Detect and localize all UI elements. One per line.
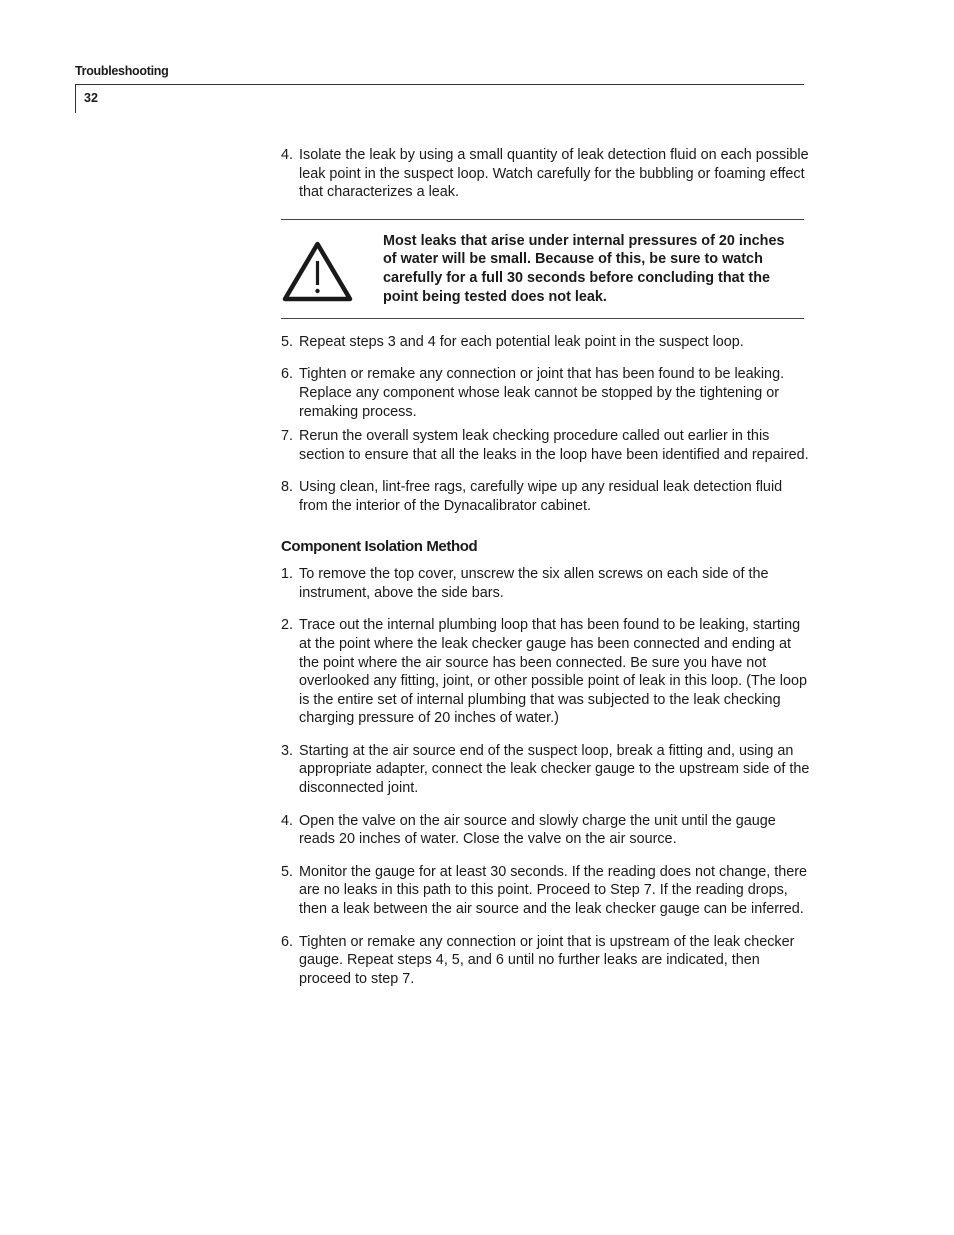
list-item xyxy=(281,933,811,989)
list-item-number: 5. xyxy=(281,333,294,350)
list-item-text: Open the valve on the air source and slowly charge the unit until the gauge reads 20 inches of water. Close the valve on the air source. xyxy=(299,812,776,848)
list-item xyxy=(281,478,811,515)
list-item-text: Starting at the air source end of the suspect loop, break a fitting and, using an appropriate adapter, connect the leak checker gauge to the upstream side of the disconnected joint. xyxy=(299,742,810,797)
list-item xyxy=(281,365,811,421)
list-item xyxy=(281,146,811,202)
list-item-number: 3. xyxy=(281,742,294,759)
list-item-number: 6. xyxy=(281,366,294,383)
list-item-number: 7. xyxy=(281,428,294,445)
warning-callout xyxy=(281,219,804,319)
list-item xyxy=(281,742,811,798)
list-item-text: Monitor the gauge for at least 30 seconds. If the reading does not change, there are no leaks in this path to this point. Proceed to Step 7. If the reading drops, then a leak between the air source and the leak checker gauge can be inferred. xyxy=(299,863,808,918)
list-item xyxy=(281,565,811,602)
page-number-rule xyxy=(75,84,76,113)
list-item xyxy=(281,333,811,352)
list-item-number: 1. xyxy=(281,566,294,583)
page-number: 32 xyxy=(84,91,98,105)
list-item-number: 8. xyxy=(281,479,294,496)
list-item-number: 4. xyxy=(281,147,294,163)
list-item-number: 4. xyxy=(281,812,294,829)
list-item-number: 5. xyxy=(281,863,294,880)
list-item-text: Isolate the leak by using a small quantity of leak detection fluid on each possible leak point in the suspect loop. Watch carefully for the bubbling or foaming effect that characterizes a leak. xyxy=(299,147,809,201)
list-item-text: Trace out the internal plumbing loop that has been found to be leaking, starting at the point where the leak checker gauge has been connected and ending at the point where the air source has been connected. Be sure you have not overlooked any fitting, joint, or other possible point of leak in this loop. (The loop is the entire set of internal plumbing that was subjected to the leak checking charging pressure of 20 inches of water.) xyxy=(299,617,807,727)
list-item-text: Repeat steps 3 and 4 for each potential leak point in the suspect loop. xyxy=(299,333,744,350)
section-heading: Component Isolation Method xyxy=(281,537,478,555)
list-item xyxy=(281,812,811,849)
list-item xyxy=(281,616,811,728)
list-item-number: 6. xyxy=(281,933,294,950)
list-item-number: 2. xyxy=(281,617,294,634)
page-body xyxy=(281,146,811,988)
header-rule xyxy=(75,84,804,85)
warning-text: Most leaks that arise under internal pressures of 20 inches of water will be small. Because of this, be sure to watch carefully for a full 30 seconds before concluding that the point being tested does not leak. xyxy=(383,232,785,305)
list-item-text: Rerun the overall system leak checking procedure called out earlier in this section to ensure that all the leaks in the loop have been identified and repaired. xyxy=(299,428,809,463)
list-item-text: Tighten or remake any connection or joint that has been found to be leaking. Replace any component whose leak cannot be stopped by the tightening or remaking process. xyxy=(299,366,785,420)
warning-triangle-icon xyxy=(281,240,354,303)
list-item xyxy=(281,427,811,464)
list-item xyxy=(281,863,811,919)
list-item-text: Tighten or remake any connection or joint that is upstream of the leak checker gauge. Repeat steps 4, 5, and 6 until no further leaks are indicated, then proceed to step 7. xyxy=(299,933,795,987)
list-item-text: Using clean, lint-free rags, carefully wipe up any residual leak detection fluid from the interior of the Dynacalibrator cabinet. xyxy=(299,479,783,514)
list-item-text: To remove the top cover, unscrew the six allen screws on each side of the instrument, above the side bars. xyxy=(299,566,769,601)
running-header-title: Troubleshooting xyxy=(75,64,169,78)
